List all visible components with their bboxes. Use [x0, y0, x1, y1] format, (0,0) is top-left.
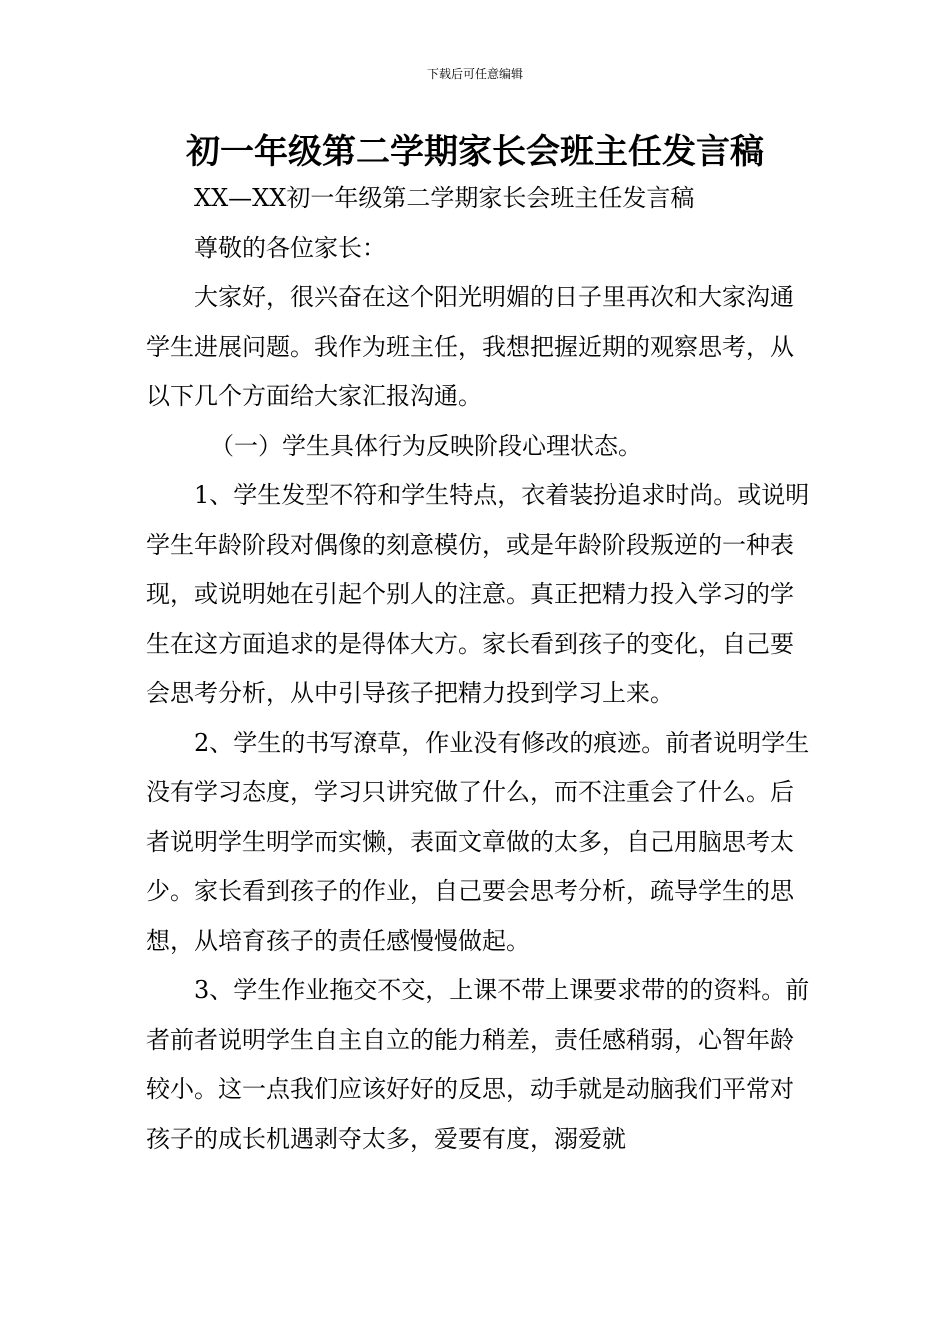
- body-paragraph: 1、学生发型不符和学生特点，衣着装扮追求时尚。或说明学生年龄阶段对偶像的刻意模仿，或是年龄阶段叛逆的一种表现，或说明她在引起个别人的注意。真正把精力投入学习的学生在这方面追求的是得体大方。家长看到孩子的变化，自己要会思考分析，从中引导孩子把精力投到学习上来。: [146, 481, 810, 707]
- subtitle-paragraph: XX—XX初一年级第二学期家长会班主任发言稿: [194, 184, 695, 212]
- document-title: 初一年级第二学期家长会班主任发言稿: [186, 132, 764, 172]
- salutation-paragraph: 尊敬的各位家长：: [194, 233, 386, 262]
- section-heading: （一）学生具体行为反映阶段心理状态。: [210, 431, 642, 460]
- document-body: [146, 174, 810, 1164]
- header-note: 下载后可任意编辑: [426, 67, 523, 81]
- body-paragraph: 2、学生的书写潦草，作业没有修改的痕迹。前者说明学生没有学习态度，学习只讲究做了什么，而不注重会了什么。后者说明学生明学而实懒，表面文章做的太多，自己用脑思考太少。家长看到孩子的作业，自己要会思考分析，疏导学生的思想，从培育孩子的责任感慢慢做起。: [146, 728, 810, 955]
- body-paragraph: 大家好，很兴奋在这个阳光明媚的日子里再次和大家沟通学生进展问题。我作为班主任，我想把握近期的观察思考，从以下几个方面给大家汇报沟通。: [146, 283, 794, 410]
- body-paragraph: 3、学生作业拖交不交，上课不带上课要求带的的资料。前者前者说明学生自主自立的能力稍差，责任感稍弱，心智年龄较小。这一点我们应该好好的反思，动手就是动脑我们平常对孩子的成长机遇剥夺太多，爱要有度，溺爱就: [146, 976, 810, 1153]
